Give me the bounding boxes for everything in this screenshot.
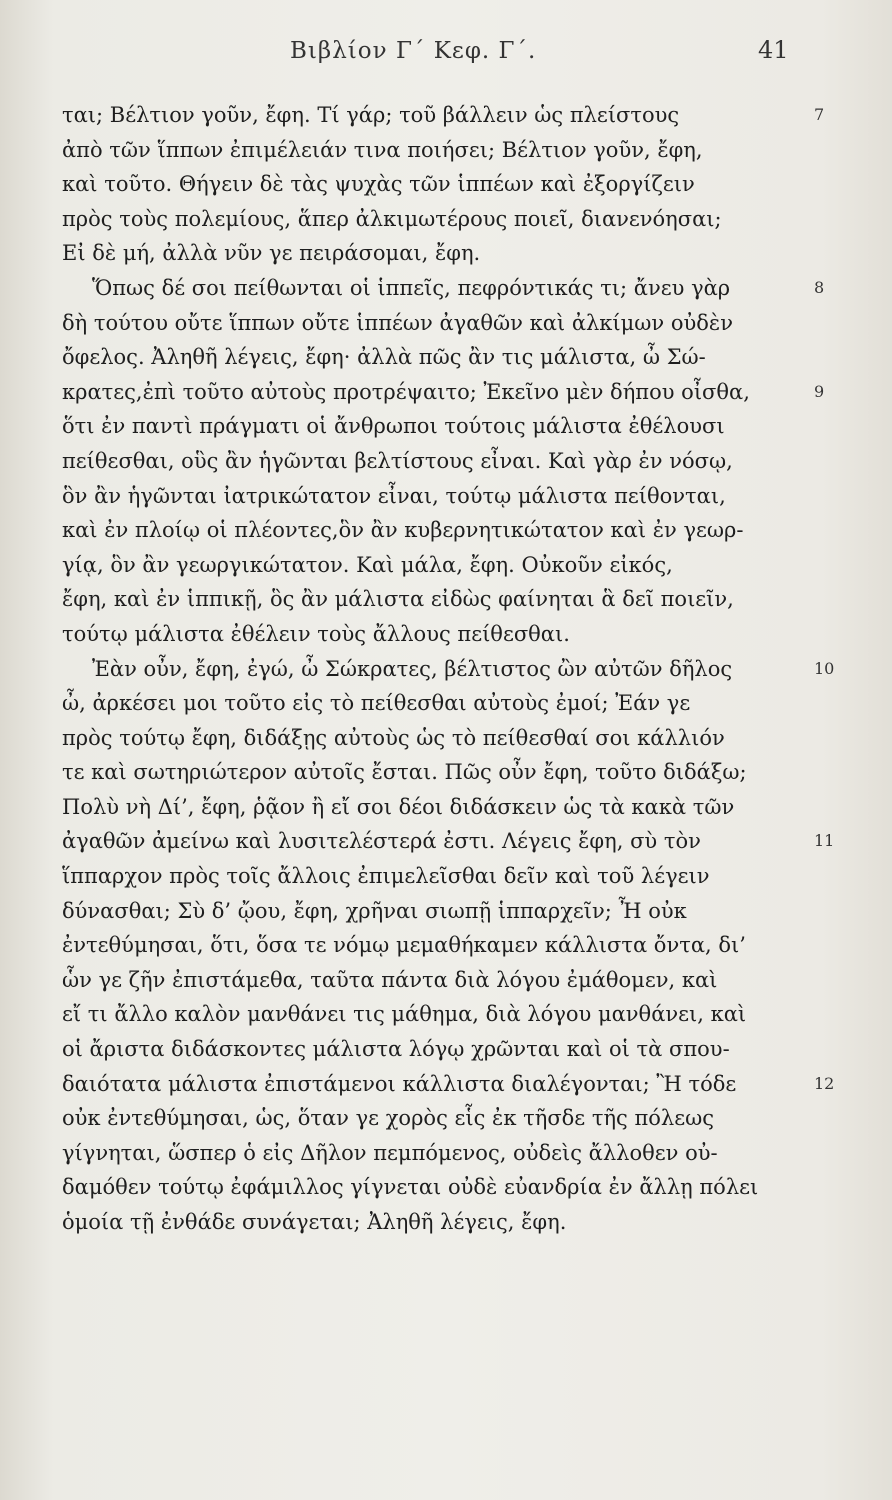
line-text: Ἐὰν οὖν, ἔφη, ἐγώ, ὦ Σώκρατες, βέλτιστος ὢν αὐτῶν δῆλος <box>92 656 733 681</box>
text-line <box>62 1101 822 1136</box>
line-text: οἱ ἄριστα διδάσκοντες μάλιστα λόγῳ χρῶνται καὶ οἱ τὰ σπου- <box>62 1037 730 1062</box>
line-text: εἴ τι ἄλλο καλὸν μανθάνει τις μάθημα, διὰ λόγου μανθάνει, καὶ <box>62 1002 747 1027</box>
line-text: ὧν γε ζῆν ἐπιστάμεθα, ταῦτα πάντα διὰ λόγου ἐμάθομεν, καὶ <box>62 967 718 992</box>
line-text: οὐκ ἐντεθύμησαι, ὡς, ὅταν γε χορὸς εἷς ἐκ τῆσδε τῆς πόλεως <box>62 1106 715 1131</box>
section-number: 9 <box>814 381 825 401</box>
line-text: τε καὶ σωτηριώτερον αὐτοῖς ἔσται. Πῶς οὖν ἔφη, τοῦτο διδάξω; <box>62 760 747 785</box>
text-line <box>62 409 822 444</box>
line-text: γίγνηται, ὥσπερ ὁ εἰς Δῆλον πεμπόμενος, οὐδεὶς ἄλλοθεν οὐ- <box>62 1140 718 1165</box>
text-line <box>62 686 822 721</box>
line-text: τούτῳ μάλιστα ἐθέλειν τοὺς ἄλλους πείθεσθαι. <box>62 621 570 646</box>
text-line <box>62 963 822 998</box>
section-number: 10 <box>814 658 835 678</box>
text-line <box>62 790 822 825</box>
text-line <box>62 271 825 306</box>
line-text: δαιότατα μάλιστα ἐπιστάμενοι κάλλιστα διαλέγονται; Ἢ τόδε <box>62 1071 737 1096</box>
text-line <box>62 98 825 133</box>
page-header <box>0 38 892 78</box>
text-line <box>62 306 822 341</box>
line-text: δὴ τούτου οὔτε ἵππων οὔτε ἱππέων ἀγαθῶν καὶ ἀλκίμων οὐδὲν <box>62 310 733 335</box>
text-line <box>62 617 822 652</box>
text-line <box>62 755 822 790</box>
text-line <box>62 894 822 929</box>
page-number: 41 <box>758 36 789 64</box>
line-text: δαμόθεν τούτῳ ἐφάμιλλος γίγνεται οὐδὲ εὐανδρία ἐν ἄλλῃ πόλει <box>62 1175 759 1200</box>
text-line <box>62 444 822 479</box>
line-text: ὅτι ἐν παντὶ πράγματι οἱ ἄνθρωποι τούτοις μάλιστα ἐθέλουσι <box>62 414 725 439</box>
section-number: 7 <box>814 105 825 124</box>
body-text <box>62 98 835 1240</box>
text-line <box>62 1205 822 1240</box>
line-text: πρὸς τούτῳ ἔφη, διδάξῃς αὐτοὺς ὡς τὸ πείθεσθαί σοι κάλλιόν <box>62 725 725 750</box>
section-number: 11 <box>814 831 835 851</box>
line-text: πείθεσθαι, οὓς ἂν ἡγῶνται βελτίστους εἶναι. Καὶ γὰρ ἐν νόσῳ, <box>62 448 733 473</box>
line-text: ται; Βέλτιον γοῦν, ἔφη. Τί γάρ; τοῦ βάλλειν ὡς πλείστους <box>62 103 680 127</box>
line-text: δύνασθαι; Σὺ δ’ ᾤου, ἔφη, χρῆναι σιωπῇ ἱππαρχεῖν; Ἦ οὐκ <box>62 898 687 923</box>
line-text: πρὸς τοὺς πολεμίους, ἅπερ ἀλκιμωτέρους ποιεῖ, διανενόησαι; <box>62 206 722 231</box>
line-text: καὶ ἐν πλοίῳ οἱ πλέοντες,ὃν ἂν κυβερνητικώτατον καὶ ἐν γεωρ- <box>62 518 744 543</box>
text-line <box>62 997 822 1032</box>
text-line <box>62 167 822 202</box>
text-line <box>62 375 825 410</box>
text-line <box>62 1032 822 1067</box>
text-line <box>62 513 822 548</box>
line-text: κρατες,ἐπὶ τοῦτο αὐτοὺς προτρέψαιτο; Ἐκεῖνο μὲν δήπου οἶσθα, <box>62 379 750 404</box>
line-text: ἀπὸ τῶν ἵππων ἐπιμέλειάν τινα ποιήσει; Βέλτιον γοῦν, ἔφη, <box>62 137 703 162</box>
text-line <box>62 721 822 756</box>
text-line <box>62 1136 822 1171</box>
line-text: Πολὺ νὴ Δί’, ἔφη, ῥᾷον ἢ εἴ σοι δέοι διδάσκειν ὡς τὰ κακὰ τῶν <box>62 794 735 819</box>
text-line <box>62 1170 822 1205</box>
text-line <box>62 582 822 617</box>
text-line <box>62 202 822 237</box>
text-line <box>62 928 822 963</box>
text-line <box>62 548 822 583</box>
line-text: ὄφελος. Ἀληθῆ λέγεις, ἔφη· ἀλλὰ πῶς ἂν τις μάλιστα, ὦ Σώ- <box>62 345 706 370</box>
text-line <box>62 652 835 687</box>
line-text: ἀγαθῶν ἀμείνω καὶ λυσιτελέστερά ἐστι. Λέγεις ἔφη, σὺ τὸν <box>62 829 701 854</box>
line-text: Εἰ δὲ μή, ἀλλὰ νῦν γε πειράσομαι, ἔφη. <box>62 241 481 266</box>
line-text: ὦ, ἀρκέσει μοι τοῦτο εἰς τὸ πείθεσθαι αὐτοὺς ἐμοί; Ἐάν γε <box>62 691 691 716</box>
line-text: Ὅπως δέ σοι πείθωνται οἱ ἱππεῖς, πεφρόντικάς τι; ἄνευ γὰρ <box>92 275 731 300</box>
line-text: ἐντεθύμησαι, ὅτι, ὅσα τε νόμῳ μεμαθήκαμεν κάλλιστα ὄντα, δι’ <box>62 933 746 958</box>
section-number: 12 <box>814 1073 835 1093</box>
line-text: γίᾳ, ὃν ἂν γεωργικώτατον. Καὶ μάλα, ἔφη. Οὐκοῦν εἰκός, <box>62 552 673 577</box>
running-head: Βιβλίον Γ΄ Κεφ. Γ΄. <box>290 38 537 64</box>
line-text: ἵππαρχον πρὸς τοῖς ἄλλοις ἐπιμελεῖσθαι δεῖν καὶ τοῦ λέγειν <box>62 864 710 889</box>
line-text: ὃν ἂν ἡγῶνται ἰατρικώτατον εἶναι, τούτῳ μάλιστα πείθονται, <box>62 483 726 508</box>
text-line <box>62 479 822 514</box>
line-text: ὁμοία τῇ ἐνθάδε συνάγεται; Ἀληθῆ λέγεις, ἔφη. <box>62 1210 567 1234</box>
line-text: ἔφη, καὶ ἐν ἱππικῇ, ὃς ἂν μάλιστα εἰδὼς φαίνηται ἃ δεῖ ποιεῖν, <box>62 587 734 612</box>
section-number: 8 <box>814 277 825 297</box>
text-line <box>62 824 835 859</box>
line-text: καὶ τοῦτο. Θήγειν δὲ τὰς ψυχὰς τῶν ἱππέων καὶ ἐξοργίζειν <box>62 172 695 197</box>
text-line <box>62 859 822 894</box>
text-line <box>62 236 822 271</box>
text-line <box>62 340 822 375</box>
text-line <box>62 1067 835 1102</box>
text-line <box>62 133 822 168</box>
